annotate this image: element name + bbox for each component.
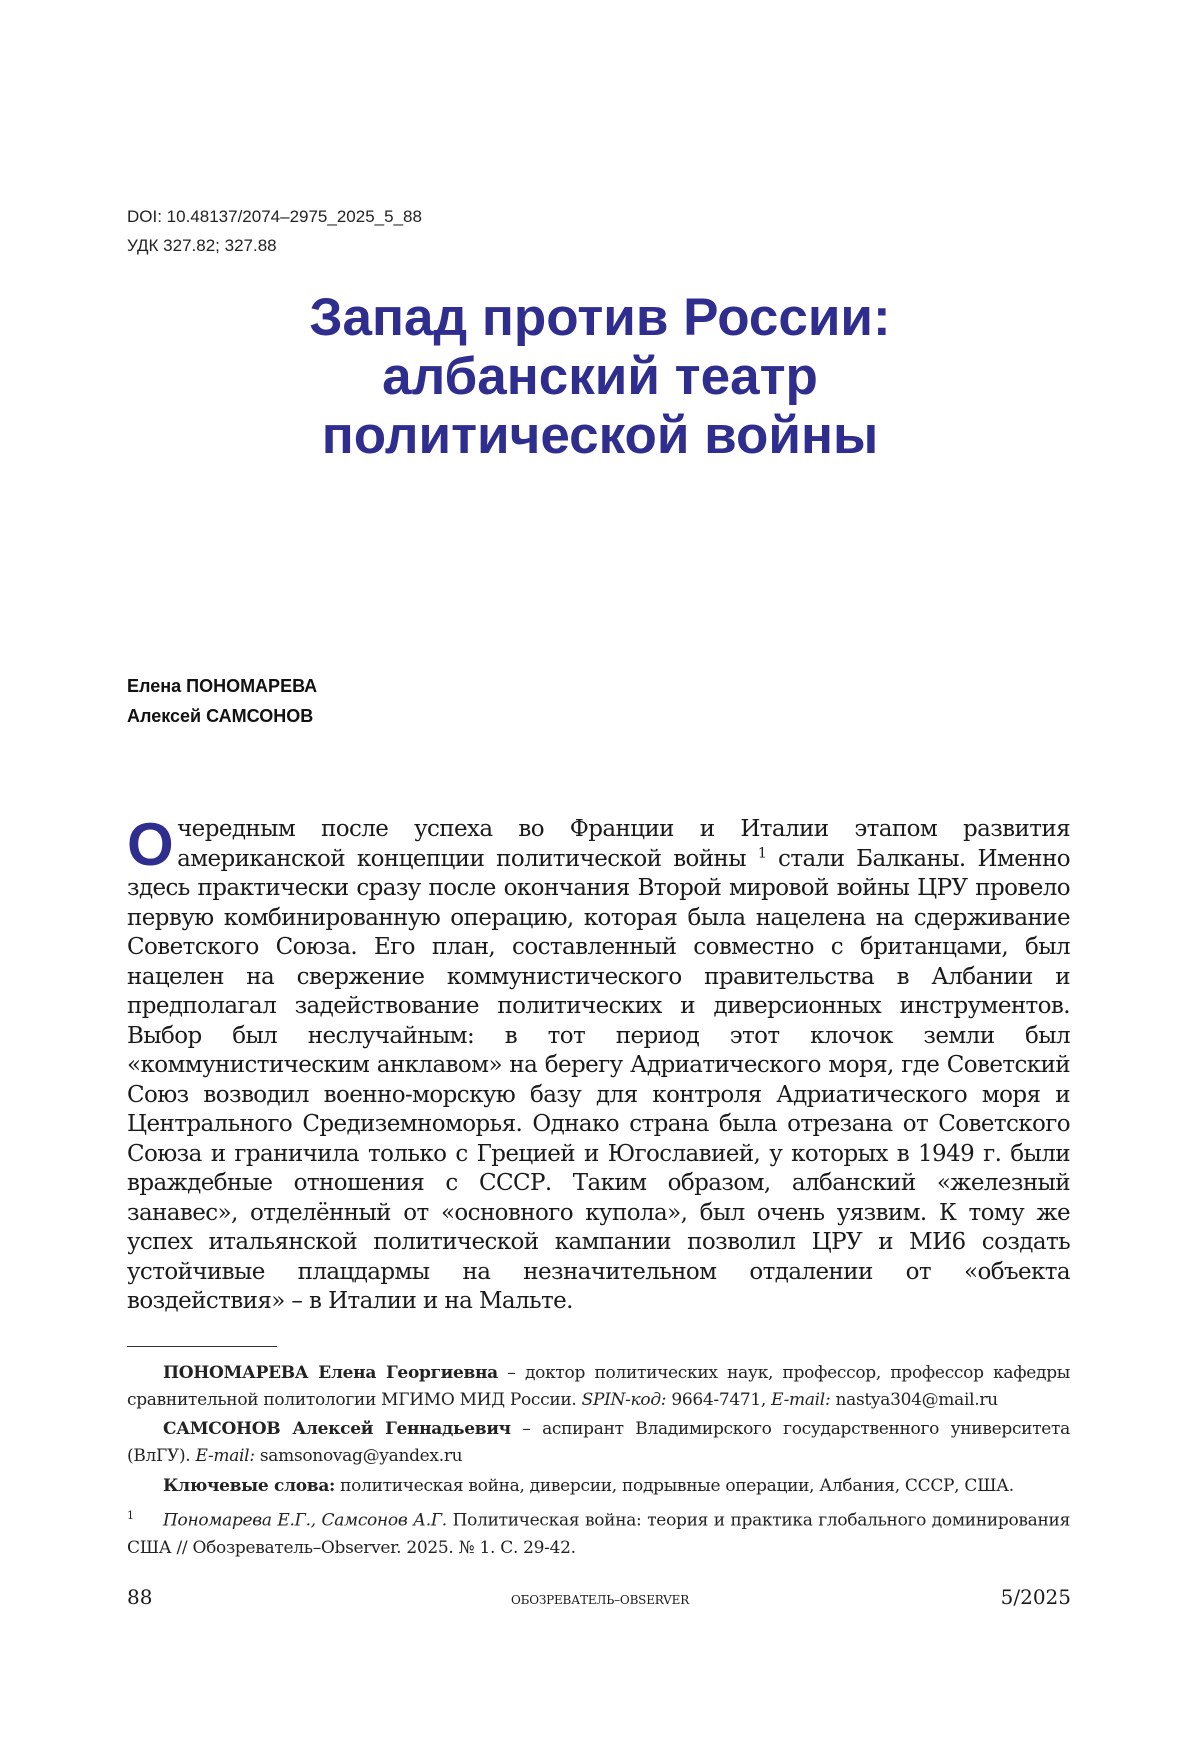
title-line-1: Запад против России:: [309, 288, 891, 347]
author-1: [127, 676, 317, 697]
spin-label: SPIN-код:: [581, 1390, 667, 1410]
author-note-desc: – аспирант Владимирского государственного университета (ВлГУ).: [127, 1419, 1070, 1466]
reference-number: 1: [127, 1509, 134, 1522]
reference-authors: Пономарева Е.Г., Самсонов А.Г.: [163, 1510, 447, 1531]
page-number: 88: [127, 1585, 153, 1609]
keywords-value: политическая война, диверсии, подрывные операции, Албания, СССР, США.: [340, 1476, 1014, 1496]
body-text-rest: стали Балканы. Именно здесь практически сразу после окончания Второй мировой войны ЦРУ провело первую комбинированную операцию, которая была нацелена на сдерживание Советского Союза. Его план, составленный совместно с британцами, был нацелен на свержение коммунистического правительства в Албании и предполагал задействование политических и диверсионных инструментов. Выбор был неслучайным: в тот период этот клочок земли был «коммунистическим анклавом» на берегу Адриатического моря, где Советский Союз возводил военно-морскую базу для контроля Адриатического моря и Центрального Средиземноморья. Однако страна была отрезана от Советского Союза и граничила только с Грецией и Югославией, у которых в 1949 г. были враждебные отношения с СССР. Таким образом, албанский «железный занавес», отделённый от «основного купола», был очень уязвим. К тому же успех итальянской политической кампании позволил ЦРУ и МИ6 создать устойчивые плацдармы на незначительном отдалении от «объекта воздействия» – в Италии и на Мальте.: [127, 845, 1070, 1314]
reference-note: [127, 1502, 1070, 1562]
udk-line: УДК 327.82; 327.88: [127, 236, 277, 255]
footnote-divider: [127, 1346, 277, 1347]
author-note-name: ПОНОМАРЕВА Елена Георгиевна: [163, 1363, 498, 1383]
doi-line: DOI: 10.48137/2074–2975_2025_5_88: [127, 207, 422, 226]
body-text-start: чередным после успеха во Франции и Италии этапом развития американской концепции политической войны: [177, 816, 1070, 872]
email-label: E-mail:: [195, 1446, 255, 1466]
author-last-name: ПОНОМАРЕВА: [186, 676, 318, 696]
author-first-name: Алексей: [127, 706, 202, 726]
keywords-label: Ключевые слова:: [163, 1476, 336, 1496]
footnote-ref[interactable]: 1: [757, 844, 767, 861]
issue-number: 5/2025: [1000, 1585, 1071, 1609]
title-line-2: албанский театр: [382, 347, 818, 406]
email-link[interactable]: nastya304@mail.ru: [835, 1390, 998, 1410]
author-note-2: [127, 1416, 1070, 1470]
author-first-name: Елена: [127, 676, 182, 696]
article-title: [150, 288, 1050, 465]
author-note-name: САМСОНОВ Алексей Геннадьевич: [163, 1419, 511, 1439]
author-note-desc: – доктор политических наук, профессор, профессор кафедры сравнительной политологии МГИМО МИД России.: [127, 1363, 1071, 1410]
email-link[interactable]: samsonovag@yandex.ru: [259, 1446, 463, 1466]
article-body: [127, 811, 1070, 1317]
keywords-note: [127, 1473, 1070, 1500]
journal-name: ОБОЗРЕВАТЕЛЬ–OBSERVER: [510, 1593, 690, 1607]
author-note-1: [127, 1360, 1070, 1414]
drop-cap: О: [127, 811, 174, 878]
spin-value: 9664-7471,: [671, 1390, 767, 1410]
author-2: [127, 706, 313, 727]
author-last-name: САМСОНОВ: [206, 706, 314, 726]
title-line-3: политической войны: [321, 406, 879, 465]
reference-text: Политическая война: теория и практика глобального доминирования США // Обозреватель–Observer. 2025. № 1. С. 29-42.: [127, 1510, 1070, 1558]
email-label: E-mail:: [771, 1390, 831, 1410]
